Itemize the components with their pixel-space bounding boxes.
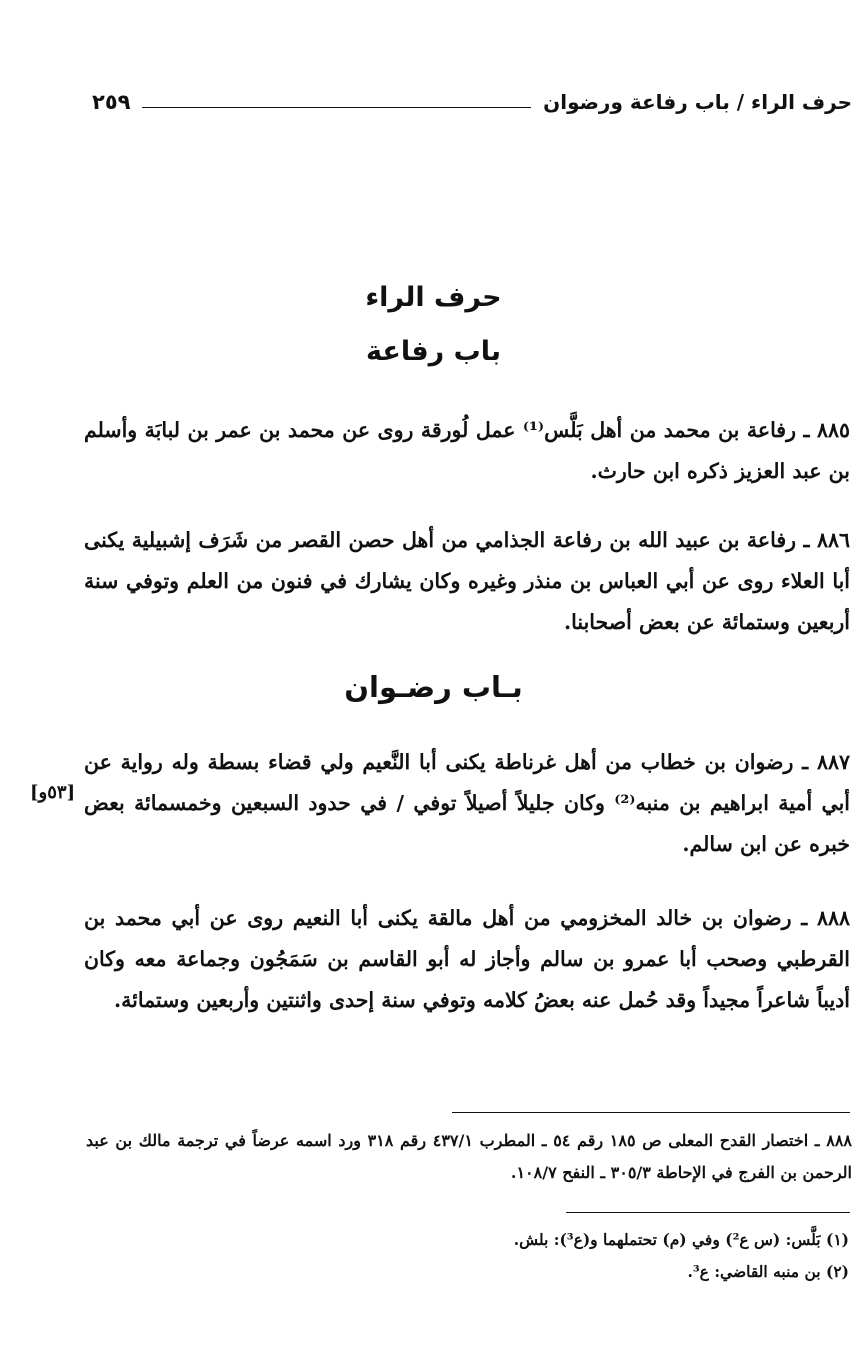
entry-888 (84, 898, 850, 1021)
entry-number: ٨٨٧ (816, 750, 850, 774)
footnote-rule (566, 1212, 850, 1213)
entry-number: ٨٨٨ (816, 906, 850, 930)
entry-text: ـ رفاعة بن عبيد الله بن رفاعة الجذامي من أهل حصن القصر من شَرَف إشبيلية يكنى أبا العلاء روى عن أبي العباس بن منذر وغيره وكان يشارك في فنون من العلم وتوفي سنة أربعين وستمائة عن بعض أصحابنا. (84, 528, 850, 634)
page-number: ٢٥٩ (92, 90, 131, 114)
source-note: ٨٨٨ ـ اختصار القدح المعلى ص ١٨٥ رقم ٥٤ ـ المطرب ٤٣٧/١ رقم ٣١٨ ورد اسمه عرضاً في ترجمة مالك بن عبد الرحمن بن الفرج في الإحاطة ٣٠٥/٣ ـ النفح ١٠٨/٧. (86, 1131, 853, 1182)
source-note-rule (452, 1112, 850, 1113)
footnote-2: (٢) بن منبه القاضي: ع³. (687, 1262, 849, 1281)
folio-marker: [٥٣و] (30, 782, 76, 803)
header-rule (142, 107, 531, 108)
entry-885 (84, 410, 850, 492)
chapter-heading: حرف الراء (365, 282, 502, 313)
entry-number: ٨٨٥ (816, 418, 850, 442)
entry-886 (84, 520, 850, 643)
entry-text: ـ رضوان بن خالد المخزومي من أهل مالقة يكنى أبا النعيم روى عن أبي محمد بن القرطبي وصحب أبا عمرو بن سالم وأجاز له أبو القاسم بن سَمَجُون وجماعة معه وكان أديباً شاعراً مجيداً وقد حُمل عنه بعضُ كلامه وتوفي سنة إحدى واثنتين وأربعين وستمائة. (84, 906, 850, 1012)
entry-887 (84, 742, 850, 865)
running-title: حرف الراء / باب رفاعة ورضوان (543, 90, 852, 114)
footnote-1: (١) بَلَّس: (س ع²) وفي (م) تحتملهما و(ع³): بلش. (513, 1230, 849, 1249)
entry-text: ـ رفاعة بن محمد من أهل بَلَّس⁽¹⁾ عمل لُورقة روى عن محمد بن عمر بن لبابَة وأسلم بن عبد العزيز ذكره ابن حارث. (84, 418, 850, 483)
entry-number: ٨٨٦ (816, 528, 851, 552)
running-header (92, 85, 852, 119)
section-heading-rifaa: باب رفاعة (366, 336, 501, 367)
entry-text: ـ رضوان بن خطاب من أهل غرناطة يكنى أبا النَّعيم ولي قضاء بسطة وله رواية عن أبي أمية ابراهيم بن منبه⁽²⁾ وكان جليلاً أصيلاً توفي / في حدود السبعين وخمسمائة بعض خبره عن ابن سالم. (84, 750, 850, 856)
section-heading-ridwan: بـاب رضـوان (344, 670, 523, 704)
